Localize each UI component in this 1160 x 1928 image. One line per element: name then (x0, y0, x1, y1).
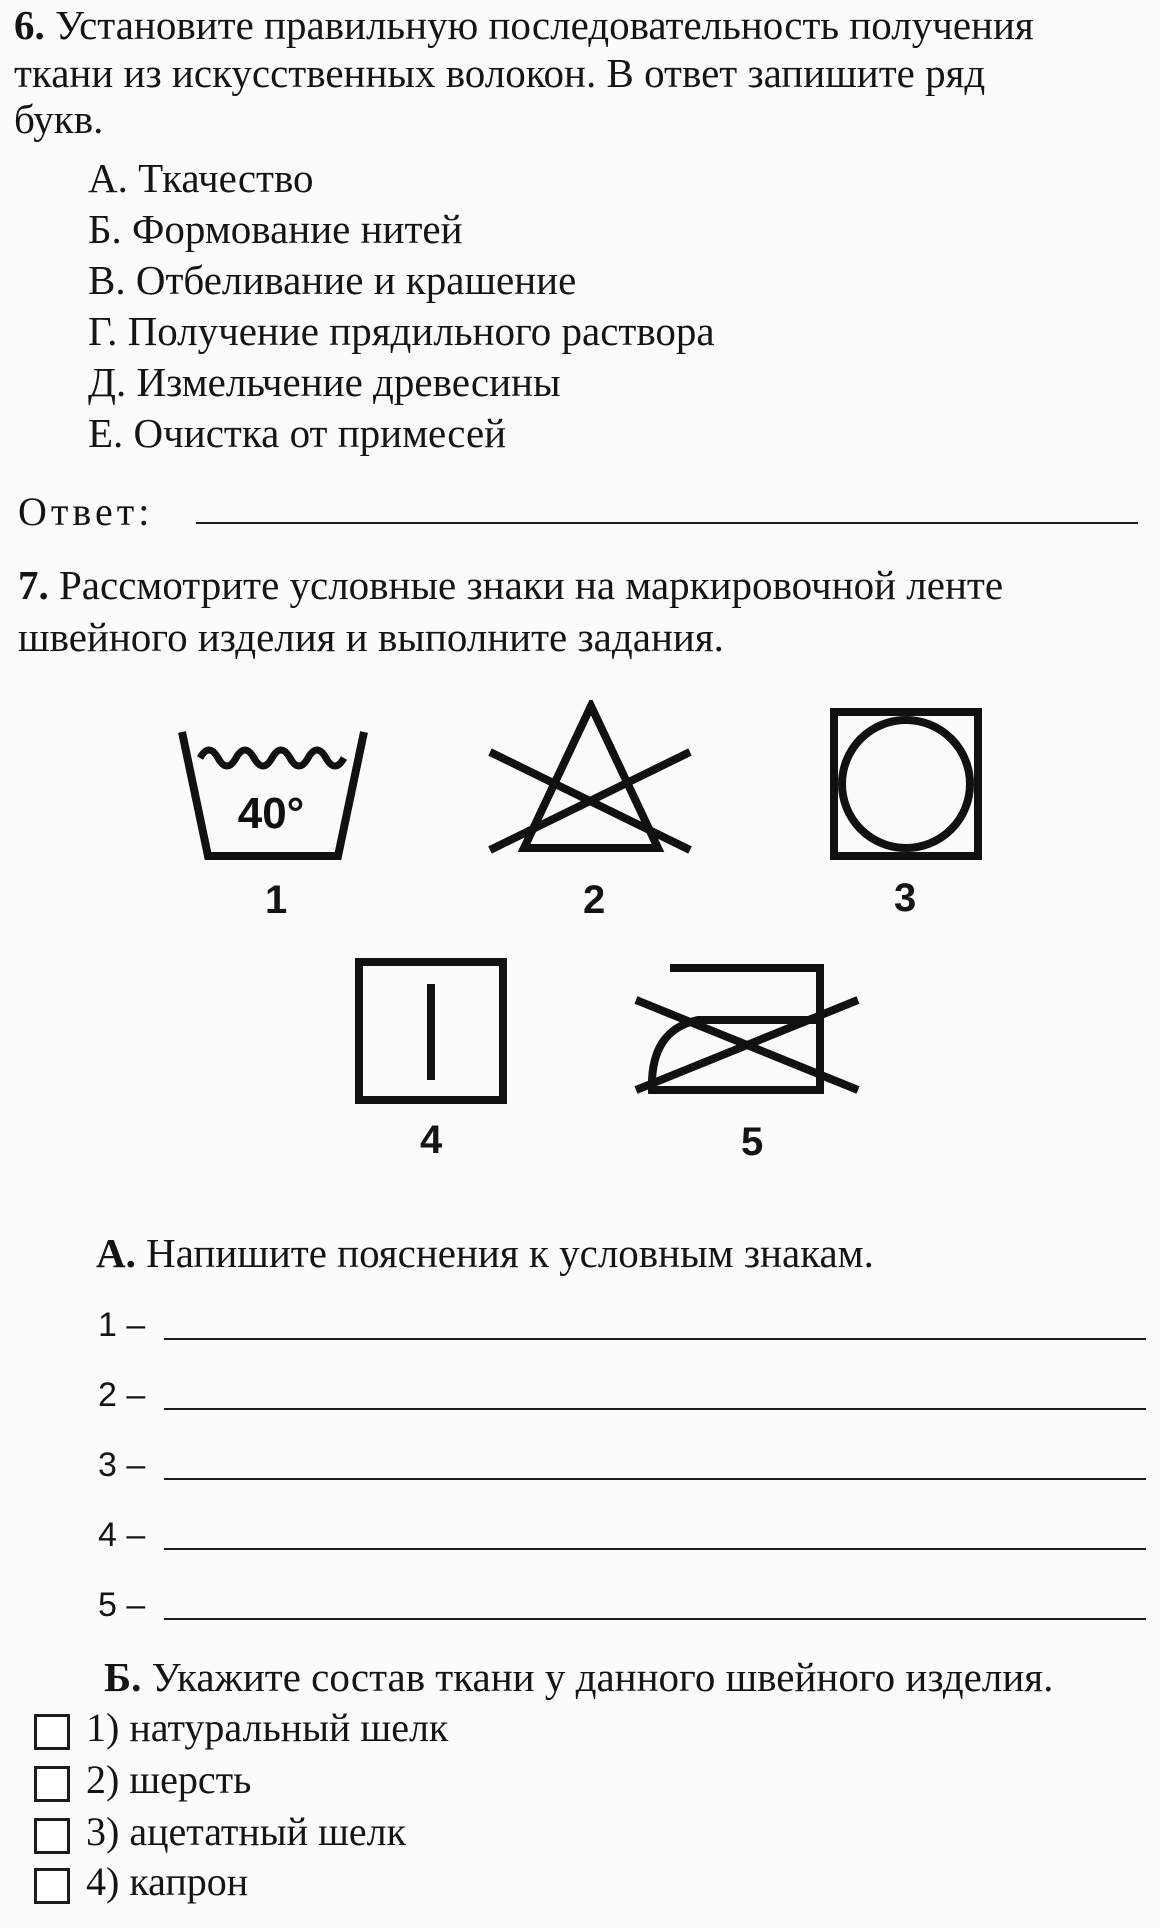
choice-4-label: 4) капрон (86, 1859, 249, 1904)
symbol-4-label: 4 (420, 1118, 443, 1162)
q6-option-e: Д. Измельчение древесины (88, 359, 561, 405)
explanation-3-label: 3 – (98, 1446, 146, 1484)
q7-text-line2: швейного изделия и выполните задания. (18, 614, 724, 660)
no-bleach-icon (486, 700, 696, 860)
q6-answer-line[interactable] (196, 522, 1138, 524)
choice-2-checkbox[interactable] (34, 1766, 70, 1802)
q6-option-c: В. Отбеливание и крашение (88, 257, 577, 303)
part-b-letter: Б. (104, 1654, 142, 1700)
wash-temperature: 40° (237, 789, 305, 838)
q6-line1 (14, 0, 1034, 50)
explanation-2-line[interactable] (164, 1408, 1146, 1410)
choice-4-checkbox[interactable] (34, 1868, 70, 1904)
wash-40-icon (178, 728, 368, 868)
q6-option-b: Б. Формование нитей (88, 206, 463, 252)
explanation-1-label: 1 – (98, 1306, 146, 1344)
explanation-5-line[interactable] (164, 1618, 1146, 1620)
q6-option-d: Г. Получение прядильного раствора (88, 308, 715, 354)
no-iron-icon (630, 958, 870, 1108)
q6-text-line2: ткани из искусственных волокон. В ответ запишите ряд (14, 50, 986, 96)
symbol-2-label: 2 (583, 878, 606, 922)
q6-answer-label: Ответ: (18, 489, 154, 534)
part-b-text: Укажите состав ткани у данного швейного изделия. (151, 1654, 1054, 1700)
q6-option-f: Е. Очистка от примесей (88, 410, 507, 456)
choice-3-checkbox[interactable] (34, 1818, 70, 1854)
q7-number: 7. (18, 562, 49, 608)
part-a-letter: А. (96, 1230, 136, 1276)
choice-1-label: 1) натуральный шелк (86, 1705, 449, 1750)
part-b-heading (104, 1652, 1053, 1702)
explanation-5-label: 5 – (98, 1586, 146, 1624)
part-a-heading (96, 1228, 874, 1278)
explanation-1-line[interactable] (164, 1338, 1146, 1340)
q6-number: 6. (14, 2, 45, 48)
symbol-3-label: 3 (894, 876, 917, 920)
choice-3-label: 3) ацетатный шелк (86, 1809, 407, 1854)
explanation-2-label: 2 – (98, 1376, 146, 1414)
explanation-3-line[interactable] (164, 1478, 1146, 1480)
symbol-1-label: 1 (265, 878, 288, 922)
part-a-text: Напишите пояснения к условным знакам. (146, 1230, 874, 1276)
q6-text-line3: букв. (14, 96, 104, 142)
q7-text-line1: Рассмотрите условные знаки на маркировочной ленте (59, 562, 1004, 608)
q6-option-a: А. Ткачество (88, 155, 314, 201)
symbol-5-label: 5 (741, 1120, 764, 1164)
q7-line1 (18, 560, 1003, 610)
tumble-dry-icon (830, 708, 982, 860)
drip-dry-icon (355, 958, 507, 1104)
q6-text-line1: Установите правильную последовательность получения (55, 2, 1034, 48)
explanation-4-label: 4 – (98, 1516, 146, 1554)
explanation-4-line[interactable] (164, 1548, 1146, 1550)
choice-2-label: 2) шерсть (86, 1757, 252, 1802)
choice-1-checkbox[interactable] (34, 1714, 70, 1750)
